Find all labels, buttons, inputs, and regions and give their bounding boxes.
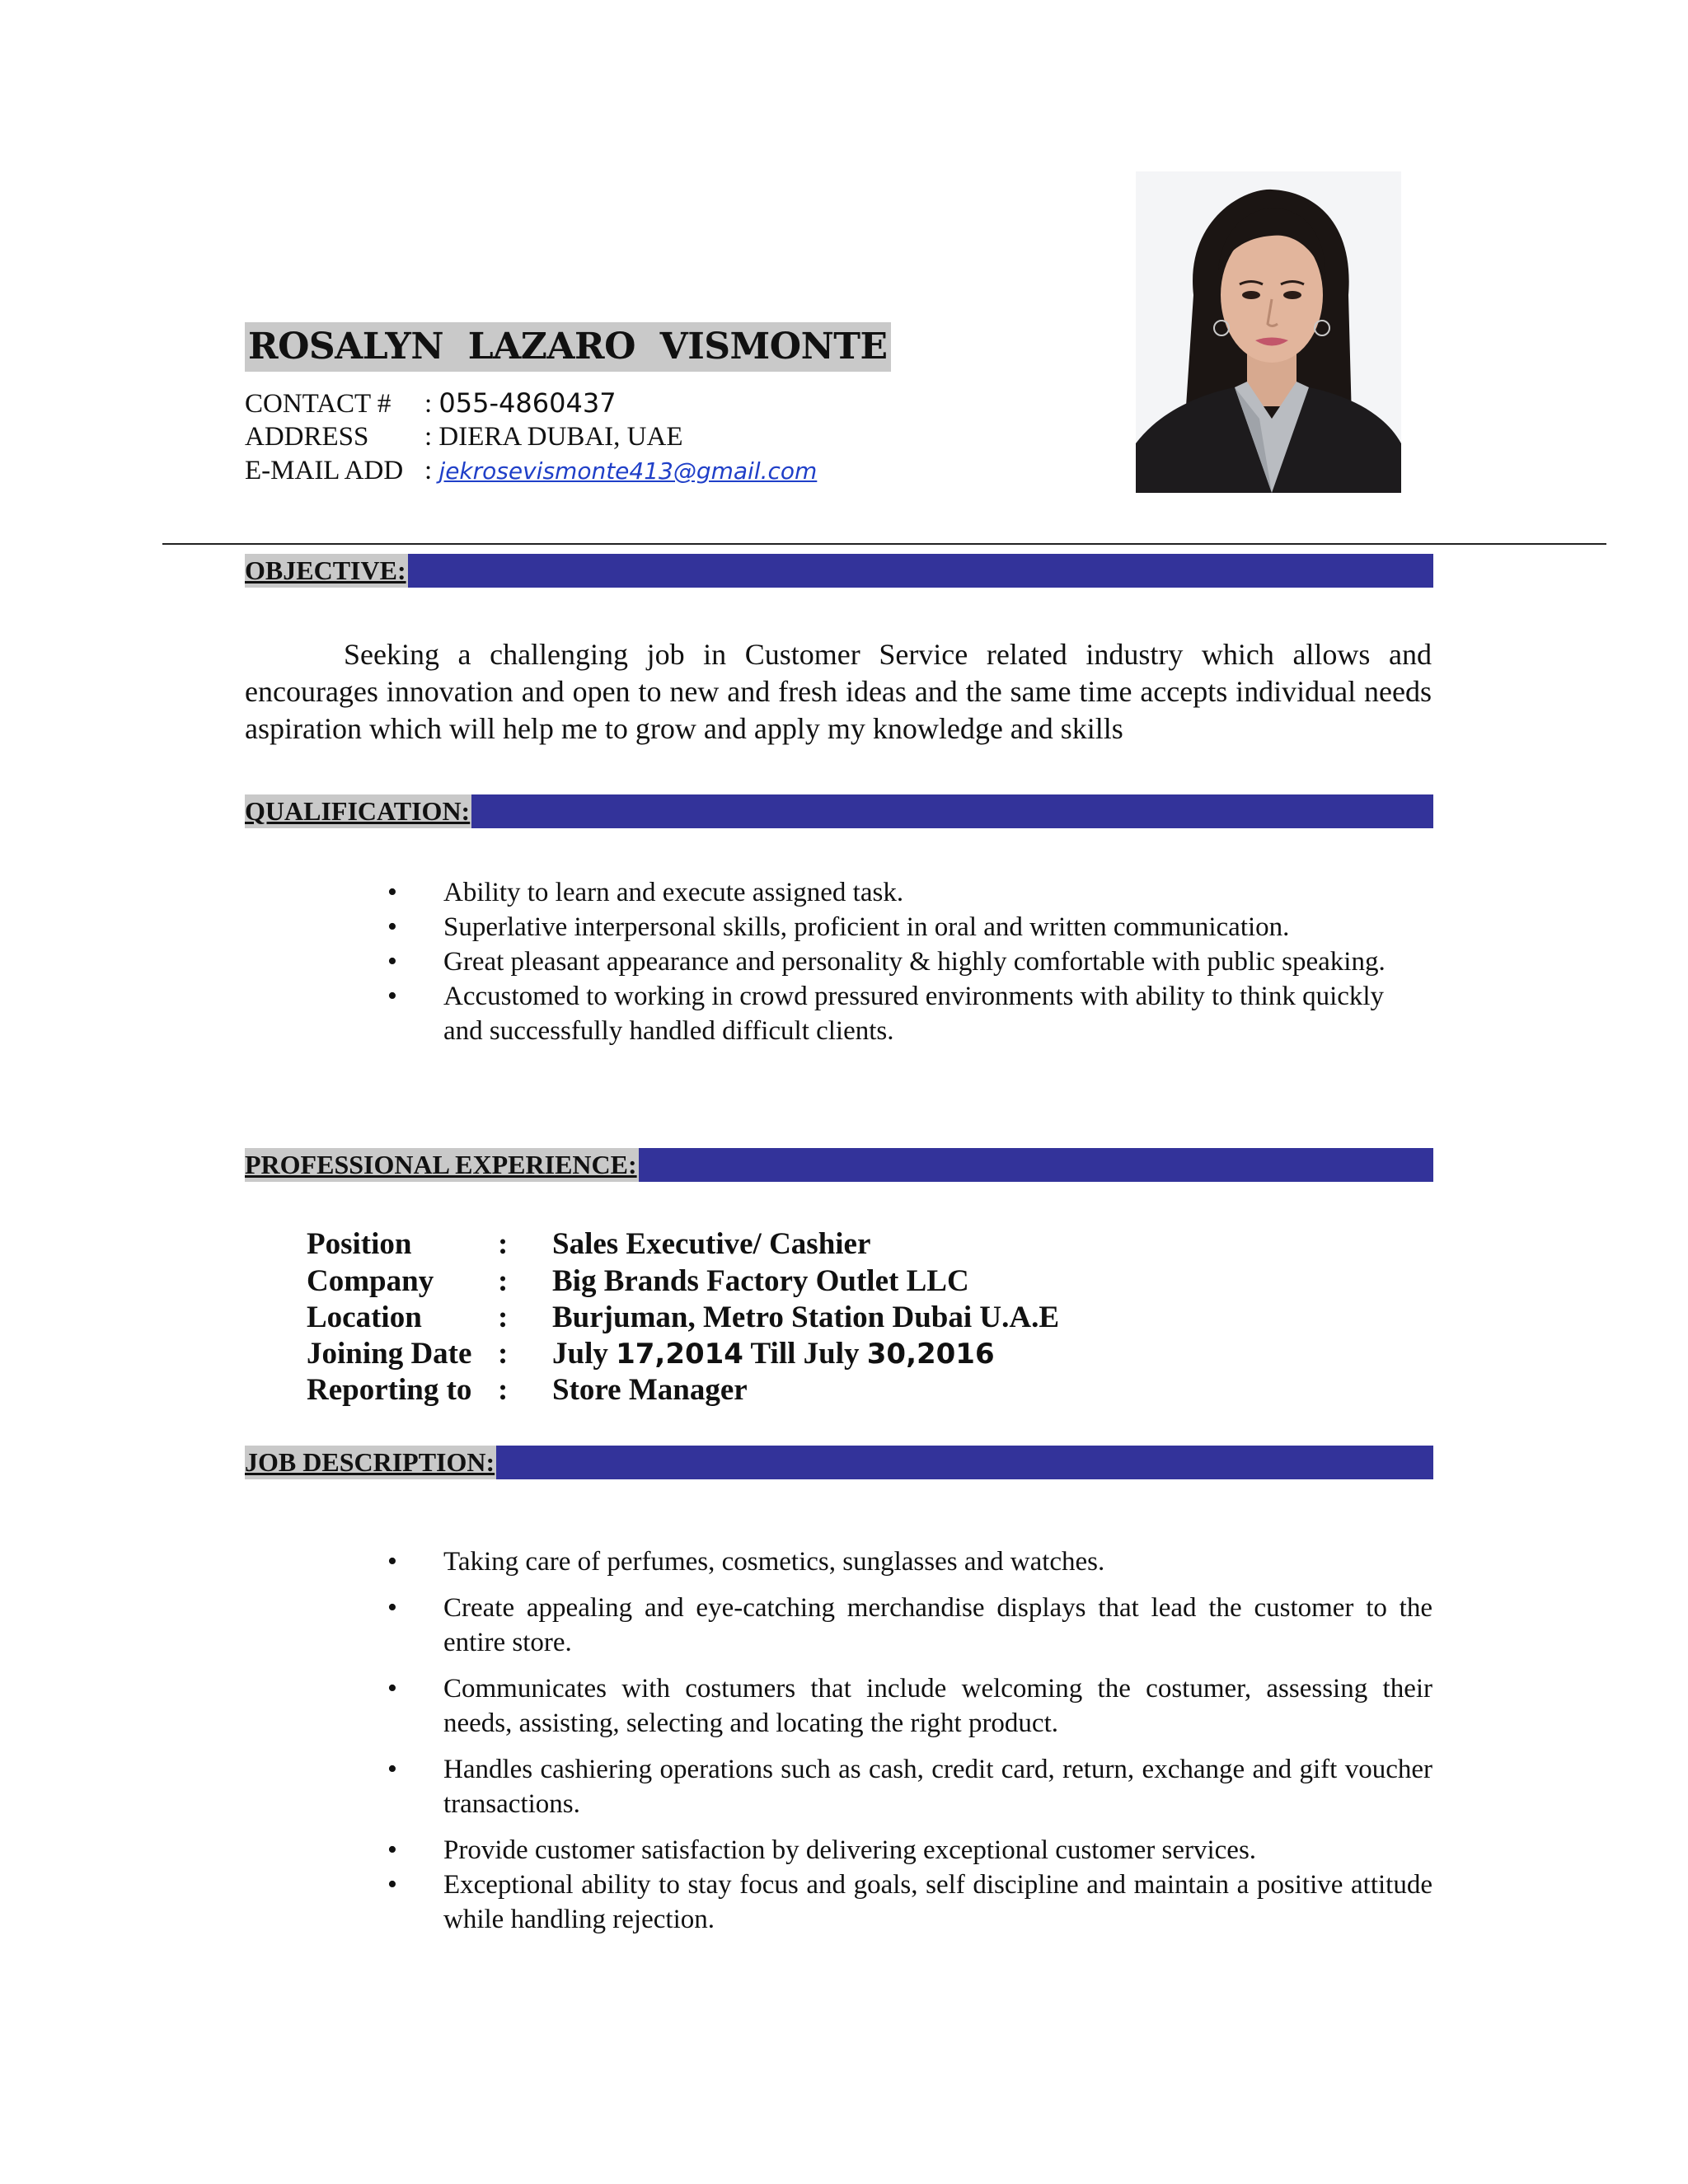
profile-photo <box>1136 171 1401 493</box>
experience-joining-date-value <box>552 1337 995 1371</box>
contact-email-link[interactable]: jekrosevismonte413@gmail.com <box>438 457 818 485</box>
experience-location-separator: : <box>498 1301 509 1334</box>
contact-phone-row <box>245 387 617 420</box>
contact-phone-label: CONTACT # <box>245 389 392 419</box>
experience-company-separator: : <box>498 1264 509 1298</box>
contact-phone-separator: : <box>424 389 433 419</box>
candidate-name: ROSALYN LAZARO VISMONTE <box>245 322 891 372</box>
experience-reporting-value: Store Manager <box>552 1373 748 1407</box>
job-description-list <box>387 1544 1432 1937</box>
experience-company-label: Company <box>307 1264 434 1298</box>
experience-joining-date-row <box>307 1335 995 1373</box>
header-divider <box>162 543 1606 545</box>
experience-company-row <box>307 1263 969 1300</box>
list-item: • Handles cashiering operations such as cash, credit card, return, exchange and gift voucher transactions. <box>387 1752 1432 1821</box>
experience-position-separator: : <box>498 1227 509 1261</box>
contact-email-row <box>245 454 817 488</box>
contact-address-separator: : <box>424 422 433 452</box>
contact-email-separator: : <box>424 456 433 485</box>
experience-location-row <box>307 1299 1059 1336</box>
contact-phone-value: 055-4860437 <box>438 387 617 419</box>
experience-position-label: Position <box>307 1227 412 1261</box>
list-item: • Create appealing and eye-catching merchandise displays that lead the customer to the entire store. <box>387 1591 1432 1660</box>
joining-date-end: 30,2016 <box>866 1338 995 1371</box>
experience-section-bar <box>245 1148 1433 1182</box>
experience-position-value: Sales Executive/ Cashier <box>552 1227 871 1261</box>
objective-text: Seeking a challenging job in Customer Service related industry which allows and encourages innovation and open to new and fresh ideas and the same time accepts individual needs aspiration which will help me to grow and apply my knowledge and skills <box>245 638 1432 745</box>
experience-heading: PROFESSIONAL EXPERIENCE: <box>245 1148 639 1182</box>
objective-heading: OBJECTIVE: <box>245 554 408 588</box>
list-item: • Taking care of perfumes, cosmetics, sunglasses and watches. <box>387 1544 1432 1579</box>
joining-date-start: 17,2014 <box>616 1338 743 1371</box>
qualification-heading: QUALIFICATION: <box>245 794 471 828</box>
contact-address-value: DIERA DUBAI, UAE <box>438 422 683 452</box>
list-item: • Communicates with costumers that include welcoming the costumer, assessing their needs, assisting, selecting and locating the right product. <box>387 1671 1432 1741</box>
contact-email-label: E-MAIL ADD <box>245 456 404 485</box>
objective-section-bar <box>245 554 1433 588</box>
experience-company-value: Big Brands Factory Outlet LLC <box>552 1264 969 1298</box>
qualification-list <box>387 875 1393 1048</box>
experience-joining-date-label: Joining Date <box>307 1337 472 1371</box>
qualification-section-bar <box>245 794 1433 828</box>
experience-reporting-separator: : <box>498 1373 509 1407</box>
experience-location-value: Burjuman, Metro Station Dubai U.A.E <box>552 1301 1059 1334</box>
joining-month-end: Till July <box>743 1337 867 1371</box>
contact-address-label: ADDRESS <box>245 422 369 452</box>
experience-reporting-label: Reporting to <box>307 1373 472 1407</box>
list-item: • Ability to learn and execute assigned task. <box>387 875 1393 910</box>
list-item: • Great pleasant appearance and personality & highly comfortable with public speaking. <box>387 944 1393 979</box>
experience-joining-date-separator: : <box>498 1337 509 1371</box>
job-description-section-bar <box>245 1446 1433 1479</box>
job-description-heading: JOB DESCRIPTION: <box>245 1446 496 1479</box>
experience-reporting-row <box>307 1371 748 1408</box>
experience-position-row <box>307 1226 870 1263</box>
experience-location-label: Location <box>307 1301 422 1334</box>
list-item: • Accustomed to working in crowd pressured environments with ability to think quickly and successfully handled difficult clients. <box>387 979 1393 1048</box>
list-item: • Provide customer satisfaction by delivering exceptional customer services. <box>387 1833 1432 1868</box>
list-item: • Superlative interpersonal skills, proficient in oral and written communication. <box>387 910 1393 944</box>
list-item: • Exceptional ability to stay focus and goals, self discipline and maintain a positive attitude while handling rejection. <box>387 1868 1432 1937</box>
joining-month-start: July <box>552 1337 617 1371</box>
contact-address-row <box>245 420 683 453</box>
